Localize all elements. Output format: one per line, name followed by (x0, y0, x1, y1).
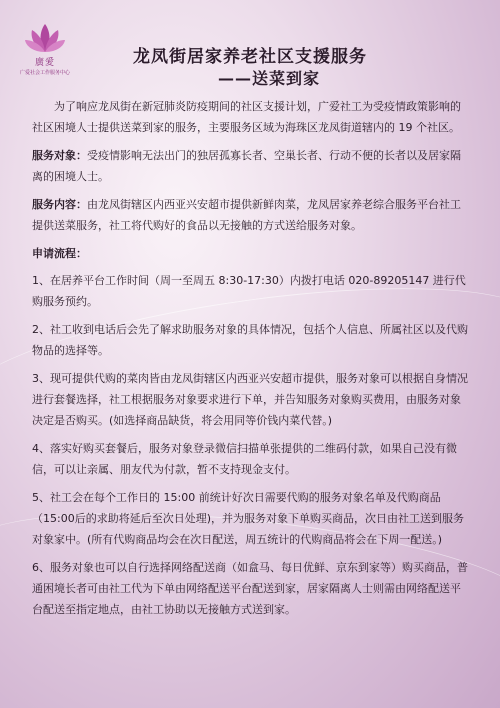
document-body (32, 96, 470, 627)
process-step-3: 3、现可提供代购的菜肉皆由龙凤街辖区内西亚兴安超市提供，服务对象可以根据自身情况进行套餐选择，社工根据服务对象要求进行下单，并告知服务对象购买费用，由服务对象决定是否购买。(如选择商品缺货，将会用同等价钱内菜代替。) (32, 372, 468, 427)
logo-subtitle: 广爱社会工作服务中心 (19, 70, 70, 76)
service-content-label: 服务内容： (32, 198, 87, 211)
process-step-5: 5、社工会在每个工作日的 15:00 前统计好次日需要代购的服务对象名单及代购商品（15:00后的求助将延后至次日处理)，并为服务对象下单购买商品，次日由社工送到服务对象家中。(所有代购商品均会在次日配送，周五统计的代购商品将会在下周一配送。) (32, 491, 464, 546)
logo-name: 廣愛 (34, 58, 55, 68)
process-step-6: 6、服务对象也可以自行选择网络配送商（如盒马、每日优鲜、京东到家等）购买商品，普通困境长者可由社工代为下单由网络配送平台配送到家，居家隔离人士则需由网络配送平台配送至指定地点，由社工协助以无接触方式送到家。 (32, 561, 468, 616)
service-content-text: 由龙凤街辖区内西亚兴安超市提供新鲜肉菜，龙凤居家养老综合服务平台社工提供送菜服务，社工将代购好的食品以无接触的方式送给服务对象。 (32, 198, 461, 232)
service-target-label: 服务对象： (32, 149, 87, 162)
page-title: 龙凤街居家养老社区支援服务 (133, 47, 367, 67)
service-target-text: 受疫情影响无法出门的独居孤寡长者、空巢长者、行动不便的长者以及居家隔离的困境人士。 (32, 149, 461, 183)
process-step-2: 2、社工收到电话后会先了解求助服务对象的具体情况，包括个人信息、所属社区以及代购物品的选择等。 (32, 323, 468, 357)
process-step-4: 4、落实好购买套餐后，服务对象登录微信扫描单张提供的二维码付款，如果自己没有微信，可以让亲属、朋友代为付款，暂不支持现金支付。 (32, 442, 457, 476)
page-subtitle: ——送菜到家 (218, 69, 321, 88)
intro-paragraph: 为了响应龙凤街在新冠肺炎防疫期间的社区支援计划，广爱社工为受疫情政策影响的社区困境人士提供送菜到家的服务，主要服务区域为海珠区龙凤街道辖内的 19 个社区。 (32, 100, 461, 134)
process-step-1: 1、在居养平台工作时间（周一至周五 8:30-17:30）内拨打电话 020-89205147 进行代购服务预约。 (32, 274, 466, 308)
process-heading: 申请流程： (32, 247, 87, 260)
service-target-paragraph (32, 145, 470, 187)
service-content-paragraph (32, 194, 470, 236)
